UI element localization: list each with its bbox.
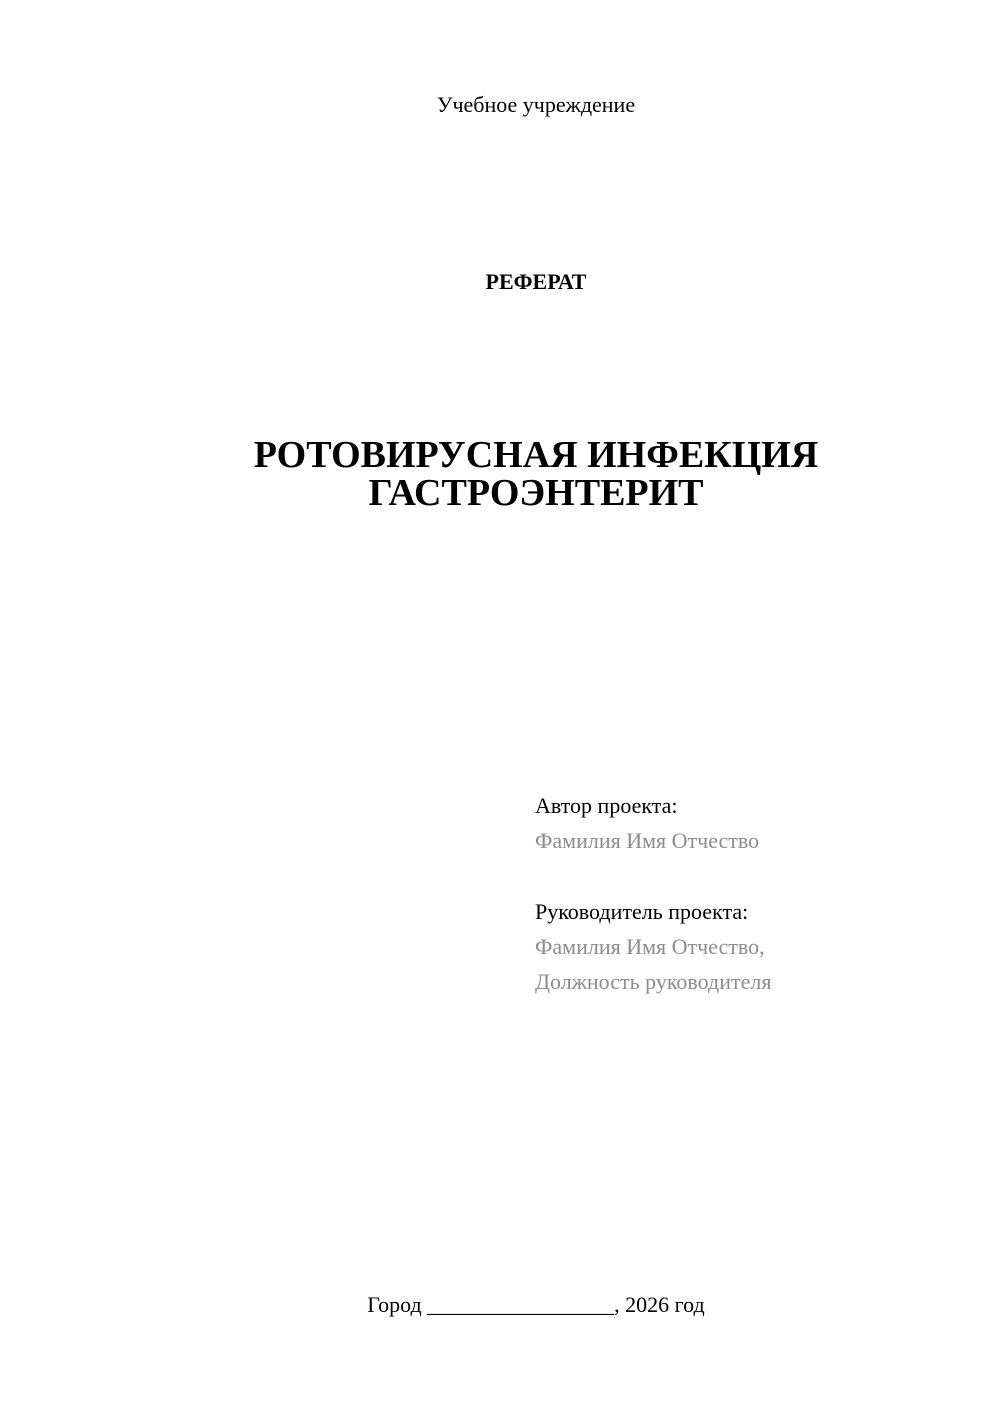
author-name: Фамилия Имя Отчество: [535, 828, 760, 853]
city-year-line: Город _________________, 2026 год: [367, 1292, 705, 1317]
author-label: Автор проекта:: [535, 793, 678, 818]
supervisor-name: Фамилия Имя Отчество,: [535, 934, 765, 959]
spacer: [535, 858, 771, 894]
document-type: РЕФЕРАТ: [485, 269, 587, 294]
document-title: [0, 436, 1000, 512]
title-line-2: ГАСТРОЭНТЕРИТ: [368, 472, 704, 514]
institution-name: Учебное учреждение: [436, 92, 636, 117]
title-line-1: РОТОВИРУСНАЯ ИНФЕКЦИЯ: [253, 434, 819, 476]
supervisor-position: Должность руководителя: [535, 969, 772, 994]
project-people-block: [535, 788, 771, 999]
supervisor-label: Руководитель проекта:: [535, 899, 749, 924]
